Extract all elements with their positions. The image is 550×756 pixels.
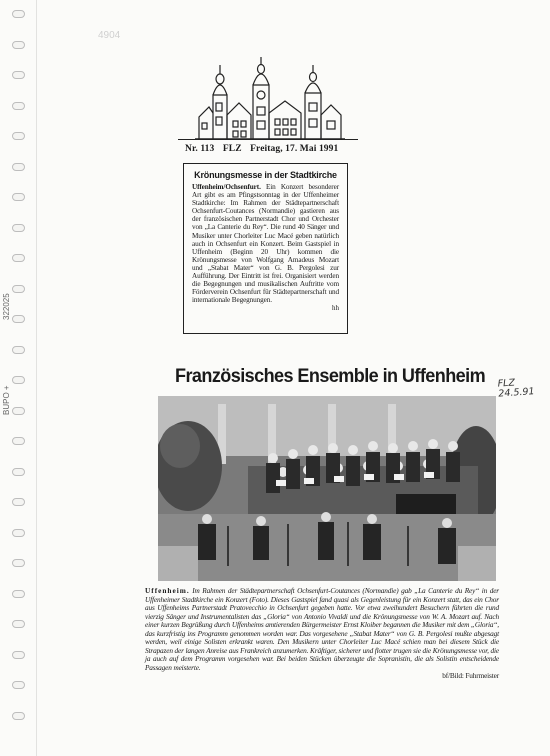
- punch-hole: [12, 620, 25, 628]
- punch-hole: [12, 407, 25, 415]
- box-article-signature: hh: [332, 304, 339, 313]
- punch-hole: [12, 193, 25, 201]
- choir-photo: [158, 396, 496, 581]
- margin-code: 322025: [2, 293, 11, 320]
- punch-hole: [12, 315, 25, 323]
- punch-holes: [6, 10, 26, 750]
- punch-hole: [12, 285, 25, 293]
- punch-hole: [12, 132, 25, 140]
- photo-caption: [145, 587, 499, 681]
- punch-hole: [12, 41, 25, 49]
- masthead-rule: [178, 139, 358, 140]
- punch-hole: [12, 224, 25, 232]
- sleeve-edge: [36, 0, 37, 756]
- punch-hole: [12, 590, 25, 598]
- box-article-body: [192, 183, 339, 304]
- punch-hole: [12, 468, 25, 476]
- punch-hole: [12, 712, 25, 720]
- box-article-title: Krönungsmesse in der Stadtkirche: [194, 170, 337, 180]
- box-article-lead: Uffenheim/Ochsenfurt.: [192, 183, 261, 191]
- corner-scribble: 4904: [98, 30, 121, 41]
- punch-hole: [12, 651, 25, 659]
- town-skyline-logo: [195, 55, 345, 140]
- caption-body: Im Rahmen der Städtepartnerschaft Ochsenfurt-Coutances (Normandie) gab „La Canterie du Rey“ in der Uffenheimer Stadtkirche ein Konzert (Foto). Dieses Gastspiel fand quasi als Gegenleistung für ein Konzert statt, das ein Chor aus Uffenheims Partnerstadt Pratovecchio in Ochsenfurt gegeben hatte. Vor etwa zweihundert Besuchern führten die rund vierzig Sänger und Instrumentalisten das „Gloria“ von Antonio Vivaldi und die Krönungsmesse von W. A. Mozart auf. Nach einer kurzen Begrüßung durch Uffenheims amtierenden Bürgermeister Ernst Kloiber begannen die Musiker mit dem „Gloria“, das kurzfristig ins Programm genommen worden war. Das vorgesehene „Stabat Mater“ von G. B. Pergolesi mußte abgesagt werden, weil einige Solisten erkrankt waren. Den Musikern unter Chorleiter Luc Macé schien man bei diesem Stück die Strapazen der langen Anreise aus Frankreich anzumerken. Kräftiger, sicherer und flotter trugen sie die Krönungsmesse vor, die ja auch auf dem Programm vorgesehen war. Bei beiden Stücken überzeugte die Sopranistin, die als Solistin entscheidende Passagen meisterte.: [145, 586, 499, 672]
- punch-hole: [12, 163, 25, 171]
- margin-label: BUPO +: [2, 385, 11, 415]
- punch-hole: [12, 437, 25, 445]
- punch-hole: [12, 529, 25, 537]
- box-article-text: Ein Konzert besonderer Art gibt es am Pfingstsonntag in der Uffenheimer Stadtkirche: Im Rahmen der Städtepartnerschaft Ochsenfurt-Coutances (Normandie) gastieren aus der französischen Partnerstadt Chor und Orchester von „La Canterie du Rey“. Die rund 40 Sänger und Musiker unter Chorleiter Luc Macé geben natürlich auch in Ochsenfurt ein Konzert. Beim Gastspiel in Uffenheim (Beginn 20 Uhr) kommen die Krönungsmesse von Wolfgang Amadeus Mozart und „Stabat Mater“ von G. B. Pergolesi zur Aufführung. Der Eintritt ist frei. Organisiert werden die Begegnungen und musikalischen Auftritte vom Förderverein Ochsenfurt für Städtepartnerschaft und internationale Begegnungen.: [192, 183, 339, 305]
- punch-hole: [12, 681, 25, 689]
- article-headline: Französisches Ensemble in Uffenheim: [175, 366, 486, 387]
- punch-hole: [12, 254, 25, 262]
- punch-hole: [12, 71, 25, 79]
- punch-hole: [12, 498, 25, 506]
- photo-credit: bf/Bild: Fuhrmeister: [442, 671, 499, 680]
- punch-hole: [12, 346, 25, 354]
- punch-hole: [12, 102, 25, 110]
- punch-hole: [12, 559, 25, 567]
- punch-hole: [12, 10, 25, 18]
- punch-hole: [12, 376, 25, 384]
- boxed-article: [183, 163, 348, 334]
- masthead: [185, 144, 365, 154]
- issue-number: Nr. 113: [185, 144, 215, 154]
- handwritten-note-date: 24.5.91: [497, 386, 535, 400]
- handwritten-note: [497, 376, 544, 399]
- issue-date: Freitag, 17. Mai 1991: [250, 144, 339, 154]
- paper-name: FLZ: [222, 144, 242, 154]
- caption-lead: Uffenheim.: [145, 586, 190, 595]
- handwritten-note-source: FLZ: [497, 377, 516, 390]
